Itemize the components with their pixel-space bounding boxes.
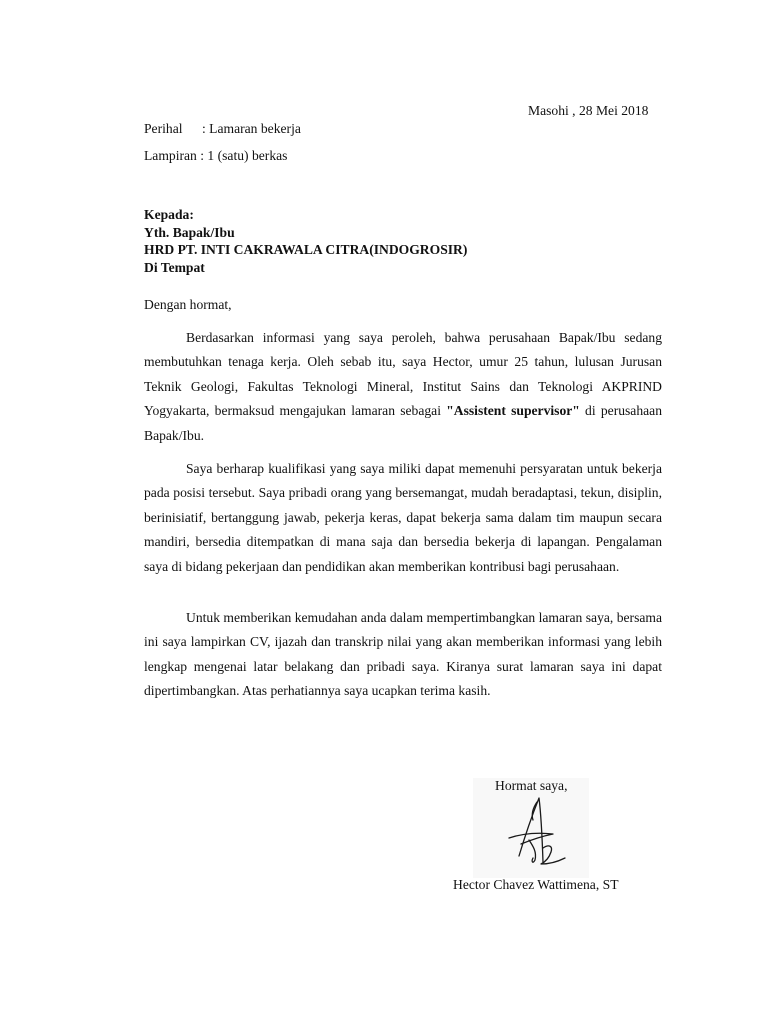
greeting: Dengan hormat, — [144, 297, 232, 312]
recipient-company: HRD PT. INTI CAKRAWALA CITRA(INDOGROSIR) — [144, 242, 468, 257]
signer-name: Hector Chavez Wattimena, ST — [453, 877, 619, 892]
paragraph-intro-text: Berdasarkan informasi yang saya peroleh, bahwa perusahaan Bapak/Ibu sedang membutuhkan tenaga kerja. Oleh sebab itu, saya Hector, umur 25 tahun, lulusan Jurusan Teknik Geologi, Fakultas Teknologi Mineral, Institut Sains dan Teknologi AKPRIND Yogyakarta, bermaksud mengajukan lamaran sebagai — [144, 330, 662, 419]
subject-value: : Lamaran bekerja — [202, 121, 301, 136]
place-date: Masohi , 28 Mei 2018 — [528, 103, 649, 118]
recipient-heading: Kepada: — [144, 207, 194, 222]
closing-salutation: Hormat saya, — [495, 778, 568, 793]
paragraph-intro — [144, 326, 662, 448]
paragraph-closing: Untuk memberikan kemudahan anda dalam mempertimbangkan lamaran saya, bersama ini saya lampirkan CV, ijazah dan transkrip nilai yang akan memberikan informasi yang lebih lengkap mengenai latar belakang dan pribadi saya. Kiranya surat lamaran saya ini dapat dipertimbangkan. Atas perhatiannya saya ucapkan terima kasih. — [144, 610, 662, 699]
subject-label: Perihal — [144, 121, 183, 136]
recipient-block — [144, 206, 467, 276]
subject-line — [144, 121, 301, 137]
applied-position: "Assistent supervisor" — [446, 403, 580, 419]
paragraph-qualifications: Saya berharap kualifikasi yang saya miliki dapat memenuhi persyaratan untuk bekerja pada posisi tersebut. Saya pribadi orang yang bersemangat, mudah beradaptasi, tekun, disiplin, berinisiatif, bertanggung jawab, pekerja keras, dapat bekerja sama dalam tim maupun secara mandiri, bersedia ditempatkan di mana saja dan bersedia bekerja di lapangan. Pengalaman saya di bidang pekerjaan dan pendidikan akan memberikan kontribusi bagi perusahaan. — [144, 461, 662, 574]
attachment-line: Lampiran : 1 (satu) berkas — [144, 148, 288, 163]
recipient-location: Di Tempat — [144, 259, 205, 275]
recipient-salutation: Yth. Bapak/Ibu — [144, 224, 235, 240]
paragraph-intro-end: di perusahaan Bapak/Ibu. — [144, 403, 662, 443]
